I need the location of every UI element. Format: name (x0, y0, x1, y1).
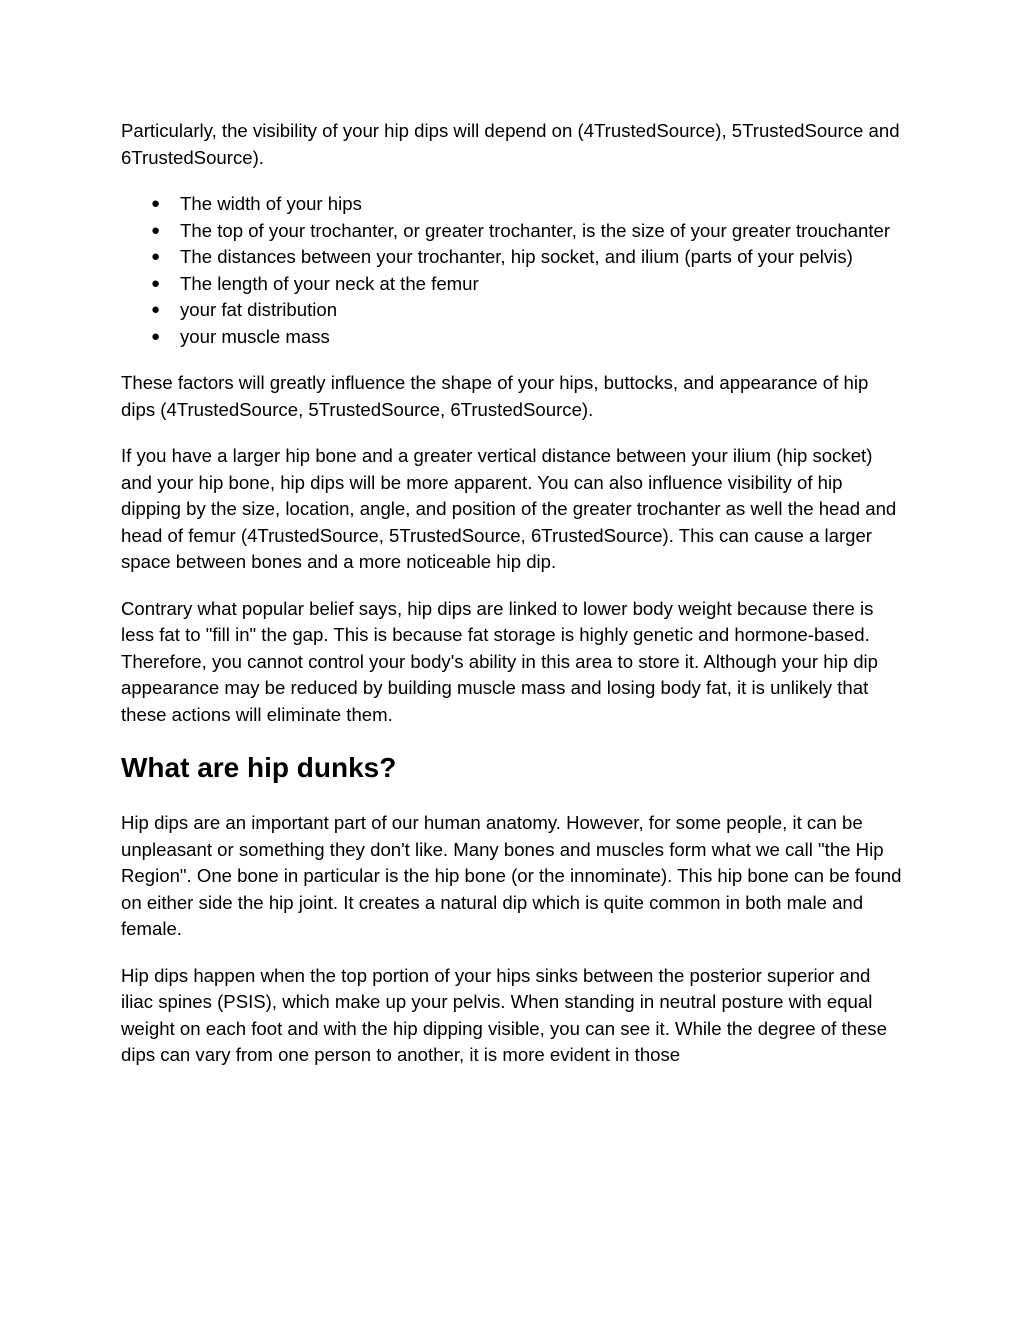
body-paragraph: These factors will greatly influence the shape of your hips, buttocks, and appearance of hip dips (4TrustedSource, 5TrustedSource, 6TrustedSource). (121, 372, 869, 420)
list-item-text: your muscle mass (180, 325, 330, 347)
list-item (121, 297, 903, 324)
bullet-icon: ● (151, 327, 161, 345)
bullet-icon: ● (151, 274, 161, 292)
list-item (121, 218, 903, 245)
list-item (121, 324, 903, 351)
section-paragraph: Hip dips are an important part of our human anatomy. However, for some people, it can be unpleasant or something they don't like. Many bones and muscles form what we call "the Hip Region". One bone in particular is the hip bone (or the innominate). This hip bone can be found on either side the hip joint. It creates a natural dip which is quite common in both male and female. (121, 812, 902, 939)
list-item-text: The top of your trochanter, or greater trochanter, is the size of your greater trouchanter (180, 219, 891, 241)
list-item (121, 244, 903, 271)
bullet-icon: ● (151, 248, 161, 265)
list-item (121, 271, 903, 298)
body-paragraph: If you have a larger hip bone and a greater vertical distance between your ilium (hip socket) and your hip bone, hip dips will be more apparent. You can also influence visibility of hip dipping by the size, location, angle, and position of the greater trochanter as well the head and head of femur (4TrustedSource, 5TrustedSource, 6TrustedSource). This can cause a larger space between bones and a more noticeable hip dip. (121, 445, 897, 572)
list-item (121, 191, 903, 218)
document-page (121, 118, 903, 1089)
body-paragraph: Contrary what popular belief says, hip dips are linked to lower body weight because there is less fat to "fill in" the gap. This is because fat storage is highly genetic and hormone-based. Therefore, you cannot control your body's ability in this area to store it. Although your hip dip appearance may be reduced by building muscle mass and losing body fat, it is unlikely that these actions will eliminate them. (121, 597, 879, 725)
list-item-text: The width of your hips (180, 193, 362, 214)
factor-list (121, 191, 903, 350)
list-item-text: The length of your neck at the femur (180, 272, 479, 294)
section-paragraph: Hip dips happen when the top portion of your hips sinks between the posterior superior and iliac spines (PSIS), which make up your pelvis. When standing in neutral posture with equal weight on each foot and with the hip dipping visible, you can see it. While the degree of these dips can vary from one person to another, it is more evident in those (121, 964, 887, 1065)
section-heading: What are hip dunks? (121, 752, 397, 783)
bullet-icon: ● (151, 301, 161, 318)
list-item-text: The distances between your trochanter, hip socket, and ilium (parts of your pelvis) (180, 246, 853, 267)
bullet-icon: ● (151, 221, 161, 239)
list-item-text: your fat distribution (180, 299, 338, 320)
intro-paragraph: Particularly, the visibility of your hip dips will depend on (4TrustedSource), 5TrustedSource and 6TrustedSource). (121, 120, 900, 168)
bullet-icon: ● (151, 195, 161, 212)
